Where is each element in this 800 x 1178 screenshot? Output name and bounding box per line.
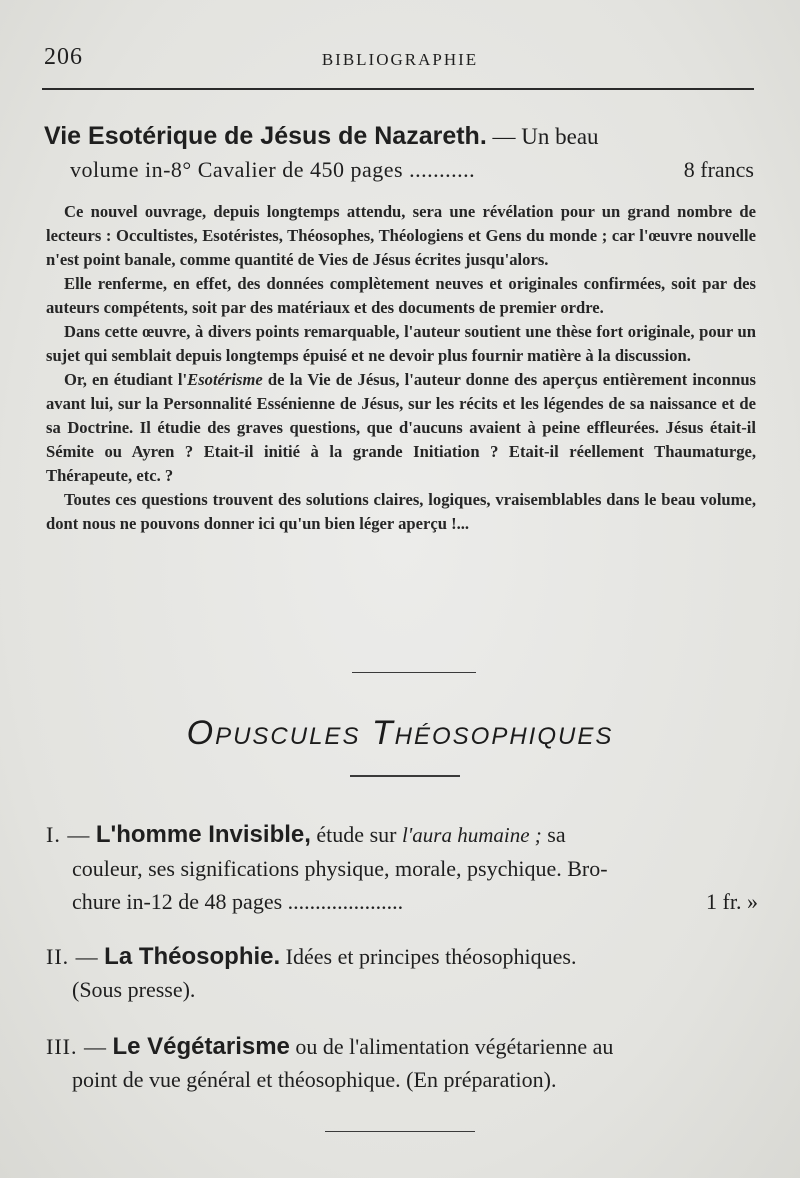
list-item: III. — Le Végétarisme ou de l'alimentation végétarienne au point de vue général et théosophique. (En préparation).: [46, 1033, 614, 1092]
footer-rule: [325, 1131, 475, 1132]
book-description: [46, 200, 756, 536]
item-title: L'homme Invisible,: [95, 821, 311, 848]
section-title: Opuscules Théosophiques: [186, 714, 614, 752]
book-title: Vie Esotérique de Jésus de Nazareth.: [44, 122, 487, 150]
book-format-line: volume in-8° Cavalier de 450 pages ...........: [70, 157, 476, 182]
description-paragraph-2: Elle renferme, en effet, des données complètement neuves et originales confirmées, soit par des auteurs compétents, soit par des matériaux et des documents de premier ordre.: [46, 274, 756, 317]
list-item: II. — La Théosophie. Idées et principes théosophiques. (Sous presse).: [46, 943, 577, 1002]
book-title-rest: — Un beau: [492, 124, 599, 149]
section-rule: [350, 775, 460, 777]
description-paragraph-1: Ce nouvel ouvrage, depuis longtemps attendu, sera une révélation pour un grand nombre de lecteurs : Occultistes, Esotéristes, Théosophes, Théologiens et Gens du monde ; car l'œuvre nouvelle n'est point banale, comme quantité de Vies de Jésus écrites jusqu'alors.: [46, 202, 756, 269]
book-price: 8 francs: [683, 157, 754, 182]
item-title: La Théosophie.: [104, 943, 281, 970]
book-title-line: [44, 122, 599, 151]
description-paragraph-3: Dans cette œuvre, à divers points remarquable, l'auteur soutient une thèse fort originale, pour un sujet qui semblait depuis longtemps épuisé et ne devoir plus fournir matière à la discussion.: [46, 322, 756, 365]
running-title: BIBLIOGRAPHIE: [321, 50, 479, 69]
header-rule: [42, 88, 754, 90]
item-title: Le Végétarisme: [112, 1033, 290, 1060]
description-paragraph-5: Toutes ces questions trouvent des solutions claires, logiques, vraisemblables dans le beau volume, dont nous ne pouvons donner ici qu'un bien léger aperçu !...: [46, 490, 756, 533]
item-price: 1 fr. »: [706, 889, 758, 914]
list-item: I. — L'homme Invisible, étude sur l'aura humaine ; sa couleur, ses significations physique, morale, psychique. Bro- chure in-12 de 48 pages ..................... 1 fr. »: [46, 818, 758, 918]
separator-rule: [352, 672, 476, 673]
page-number: 206: [44, 44, 83, 70]
description-paragraph-4: Or, en étudiant l'Esotérisme de la Vie de Jésus, l'auteur donne des aperçus entièrement inconnus avant lui, sur la Personnalité Essénienne de Jésus, sur les récits et les légendes de sa naissance et de sa Doctrine. Il étudie des graves questions, que d'aucuns avaient à peine effleurées. Jésus était-il Sémite ou Ayren ? Etait-il initié à la grande Initiation ? Etait-il réellement Thaumaturge, Thérapeute, etc. ?: [46, 370, 756, 485]
